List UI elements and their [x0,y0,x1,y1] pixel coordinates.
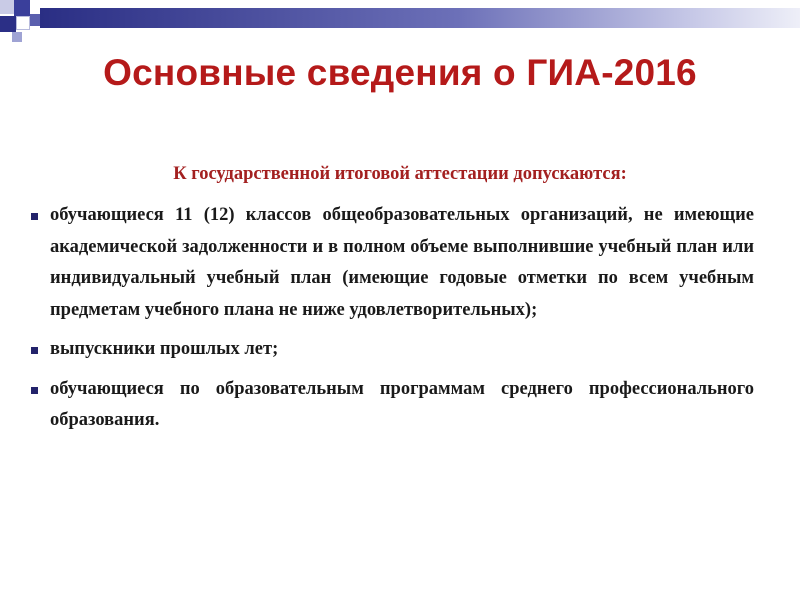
list-item [30,200,754,326]
header-gradient-bar [40,8,800,28]
decorative-square-icon [12,32,22,42]
criteria-list [30,200,754,445]
list-item-text: выпускники прошлых лет; [50,339,279,359]
list-item-text: обучающиеся 11 (12) классов общеобразовательных организаций, не имеющие академической задолженности и в полном объеме выполнившие учебный план или индивидуальный учебный план (имеющие годовые отметки по всем учебным предметам учебного плана не ниже удовлетворительных); [50,205,754,320]
square-bullet-icon [31,347,38,354]
list-item-text: обучающиеся по образовательным программам среднего профессионального образования. [50,378,754,430]
slide-title: Основные сведения о ГИА-2016 [103,52,697,93]
intro-heading: К государственной итоговой аттестации допускаются: [173,164,627,184]
square-bullet-icon [31,387,38,394]
decorative-square-icon [14,0,30,16]
decorative-square-icon [0,16,16,32]
square-bullet-icon [31,213,38,220]
list-item [30,334,754,366]
decorative-square-icon [16,16,30,30]
list-item [30,374,754,437]
decorative-square-icon [0,0,14,14]
